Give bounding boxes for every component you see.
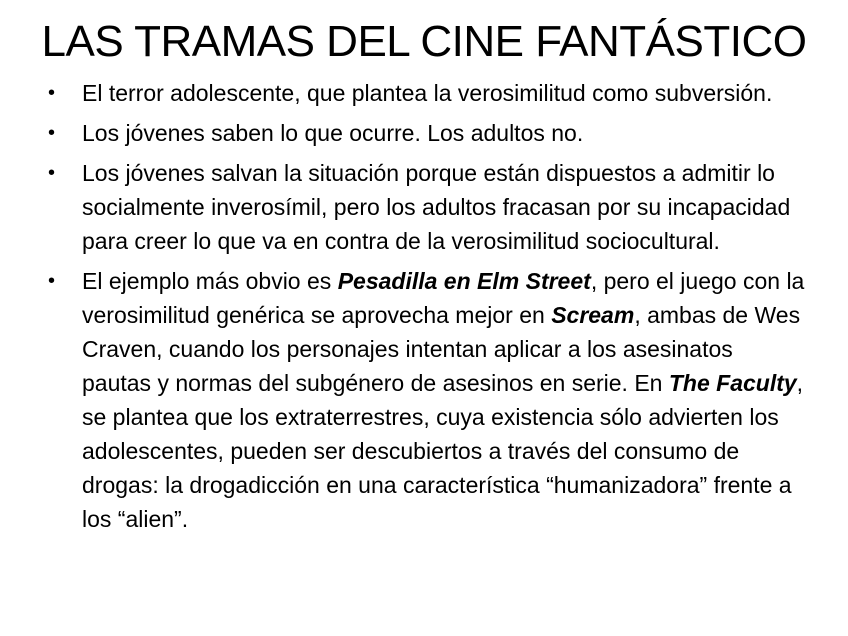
- bullet-marker: •: [48, 270, 56, 292]
- bullet-marker: •: [48, 82, 56, 104]
- bullet-marker: •: [48, 122, 56, 144]
- bullet-text-segment: , ambas de Wes Craven, cuando los personajes intentan aplicar a los asesinatos pautas y normas del subgénero de asesinos en serie. En: [82, 302, 801, 396]
- bullet-item: [48, 264, 808, 536]
- bullet-text: Los jóvenes salvan la situación porque están dispuestos a admitir lo socialmente inverosímil, pero los adultos fracasan por su incapacidad para creer lo que va en contra de la verosimilitud sociocultural.: [82, 160, 791, 254]
- bullet-list: [48, 76, 808, 542]
- film-title-pesadilla-en-elm-street: Pesadilla en Elm Street: [337, 268, 591, 294]
- bullet-item: [48, 116, 808, 150]
- bullet-text-segment: , pero el juego con la verosimilitud genérica se aprovecha mejor en: [82, 268, 805, 328]
- bullet-marker: •: [48, 162, 56, 184]
- bullet-text: [82, 268, 804, 532]
- bullet-text-segment: El ejemplo más obvio es: [82, 268, 338, 294]
- bullet-item: [48, 76, 808, 110]
- bullet-text: Los jóvenes saben lo que ocurre. Los adultos no.: [82, 120, 584, 146]
- bullet-text-segment: , se plantea que los extraterrestres, cuya existencia sólo advierten los adolescentes, pueden ser descubiertos a través del consumo de drogas: la drogadicción en una característica “humanizadora” frente a los “alien”.: [82, 370, 804, 532]
- film-title-the-faculty: The Faculty: [668, 370, 797, 396]
- bullet-item: [48, 156, 808, 258]
- film-title-scream: Scream: [551, 302, 635, 328]
- bullet-text: El terror adolescente, que plantea la verosimilitud como subversión.: [82, 80, 773, 106]
- slide-title: LAS TRAMAS DEL CINE FANTÁSTICO: [41, 17, 807, 66]
